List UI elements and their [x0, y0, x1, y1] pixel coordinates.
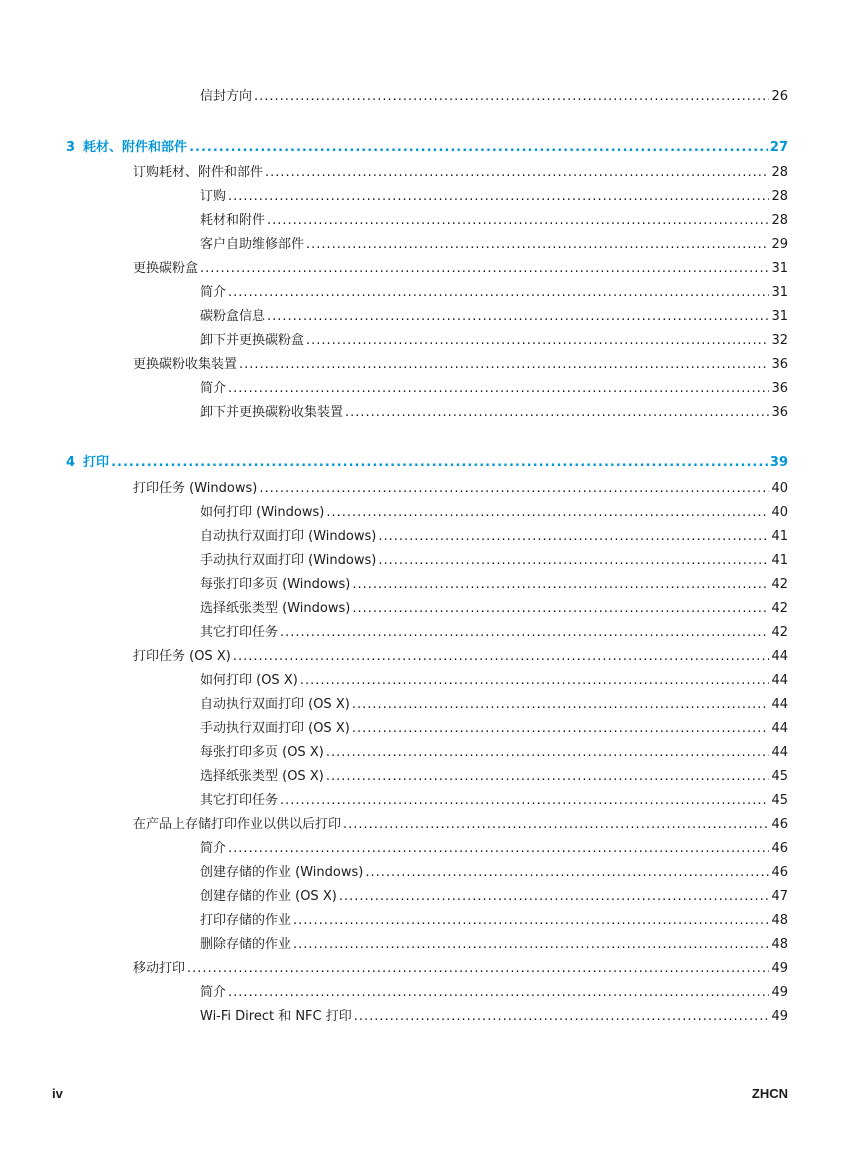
toc-leader-dots — [352, 577, 769, 593]
toc-entry-page: 46 — [771, 865, 788, 880]
toc-leader-dots — [352, 601, 769, 617]
toc-entry-title: 选择纸张类型 (Windows) — [200, 601, 351, 616]
toc-leader-dots — [259, 481, 769, 497]
toc-entry[interactable] — [200, 405, 788, 421]
toc-entry-page: 48 — [771, 913, 788, 928]
toc-entry-page: 46 — [771, 817, 788, 832]
toc-entry-title: 简介 — [200, 985, 227, 1000]
toc-entry-title: 打印任务 (Windows) — [133, 481, 258, 496]
toc-entry-title: 每张打印多页 (Windows) — [200, 577, 351, 592]
toc-entry-page: 27 — [769, 140, 788, 155]
toc-entry-title: 卸下并更换碳粉收集装置 — [200, 405, 344, 420]
toc-leader-dots — [352, 697, 770, 713]
toc-leader-dots — [239, 357, 769, 373]
toc-entry-title: 在产品上存储打印作业以供以后打印 — [133, 817, 342, 832]
toc-entry-title: 其它打印任务 — [200, 625, 279, 640]
toc-entry-title: 创建存储的作业 (Windows) — [200, 865, 364, 880]
toc-entry[interactable] — [200, 285, 788, 301]
toc-leader-dots — [187, 961, 769, 977]
toc-chapter-entry[interactable] — [66, 140, 788, 156]
toc-leader-dots — [339, 889, 770, 905]
chapter-number: 3 — [66, 140, 76, 155]
toc-entry-page: 28 — [771, 189, 788, 204]
toc-entry-page: 46 — [771, 841, 788, 856]
toc-leader-dots — [228, 285, 769, 301]
toc-leader-dots — [228, 985, 769, 1001]
toc-entry[interactable] — [200, 769, 788, 785]
toc-entry-title: 碳粉盒信息 — [200, 309, 266, 324]
page-number-footer: iv — [52, 1086, 63, 1101]
toc-entry-page: 36 — [771, 357, 788, 372]
toc-leader-dots — [300, 673, 770, 689]
toc-leader-dots — [189, 140, 768, 156]
toc-entry-page: 31 — [771, 309, 788, 324]
language-code-footer: ZHCN — [751, 1086, 788, 1101]
toc-entry-title: 创建存储的作业 (OS X) — [200, 889, 337, 904]
toc-entry-title: 更换碳粉收集装置 — [133, 357, 238, 372]
toc-entry-title: 简介 — [200, 285, 227, 300]
toc-entry-page: 44 — [771, 697, 788, 712]
toc-leader-dots — [343, 817, 769, 833]
toc-entry[interactable] — [200, 577, 788, 593]
toc-entry-title: 简介 — [200, 381, 227, 396]
toc-leader-dots — [378, 553, 769, 569]
toc-entry-title: 删除存储的作业 — [200, 937, 292, 952]
toc-entry-title: 订购耗材、附件和部件 — [133, 165, 264, 180]
toc-entry-page: 49 — [771, 961, 788, 976]
toc-leader-dots — [280, 625, 769, 641]
toc-entry-title: 自动执行双面打印 (Windows) — [200, 529, 377, 544]
toc-leader-dots — [378, 529, 769, 545]
toc-entry[interactable] — [200, 913, 788, 929]
toc-entry-page: 49 — [771, 985, 788, 1000]
toc-leader-dots — [306, 333, 769, 349]
toc-entry[interactable] — [200, 505, 788, 521]
chapter-number: 4 — [66, 455, 76, 470]
toc-entry[interactable] — [200, 89, 788, 105]
toc-entry-page: 28 — [771, 165, 788, 180]
toc-entry-page: 40 — [771, 505, 788, 520]
toc-leader-dots — [200, 261, 769, 277]
toc-entry-page: 42 — [771, 577, 788, 592]
toc-entry-page: 26 — [771, 89, 788, 104]
toc-entry-page: 36 — [771, 405, 788, 420]
toc-entry-page: 44 — [771, 745, 788, 760]
toc-entry-title: 选择纸张类型 (OS X) — [200, 769, 324, 784]
toc-entry-title: 信封方向 — [200, 89, 253, 104]
toc-leader-dots — [326, 505, 769, 521]
toc-entry-page: 31 — [771, 285, 788, 300]
toc-entry-page: 47 — [771, 889, 788, 904]
toc-leader-dots — [265, 165, 769, 181]
toc-entry-title: Wi-Fi Direct 和 NFC 打印 — [200, 1009, 352, 1024]
toc-entry-title: 手动执行双面打印 (OS X) — [200, 721, 350, 736]
toc-entry[interactable] — [200, 841, 788, 857]
toc-entry-page: 42 — [771, 601, 788, 616]
toc-entry[interactable] — [133, 649, 788, 665]
toc-entry-title: 移动打印 — [133, 961, 186, 976]
toc-entry[interactable] — [200, 793, 788, 809]
toc-entry[interactable] — [200, 625, 788, 641]
toc-entry[interactable] — [200, 889, 788, 905]
toc-entry-page: 29 — [771, 237, 788, 252]
toc-entry-page: 39 — [769, 455, 788, 470]
toc-leader-dots — [267, 309, 769, 325]
toc-entry[interactable] — [200, 309, 788, 325]
toc-entry[interactable] — [200, 721, 788, 737]
toc-leader-dots — [326, 745, 770, 761]
toc-entry-title: 手动执行双面打印 (Windows) — [200, 553, 377, 568]
toc-entry-page: 49 — [771, 1009, 788, 1024]
toc-leader-dots — [293, 937, 769, 953]
toc-entry-title: 打印 — [83, 455, 110, 470]
toc-entry[interactable] — [133, 961, 788, 977]
toc-leader-dots — [352, 721, 770, 737]
toc-entry[interactable] — [200, 529, 788, 545]
toc-entry-page: 44 — [771, 721, 788, 736]
toc-entry[interactable] — [200, 745, 788, 761]
toc-entry[interactable] — [200, 1009, 788, 1025]
toc-entry-page: 36 — [771, 381, 788, 396]
toc-entry[interactable] — [200, 381, 788, 397]
toc-entry-page: 41 — [771, 529, 788, 544]
toc-leader-dots — [354, 1009, 770, 1025]
toc-entry[interactable] — [200, 237, 788, 253]
toc-leader-dots — [365, 865, 769, 881]
toc-entry-page: 32 — [771, 333, 788, 348]
toc-chapter-entry[interactable] — [66, 455, 788, 471]
toc-entry[interactable] — [200, 697, 788, 713]
toc-entry-page: 42 — [771, 625, 788, 640]
toc-leader-dots — [306, 237, 769, 253]
toc-entry-title: 打印任务 (OS X) — [133, 649, 231, 664]
toc-entry[interactable] — [200, 985, 788, 1001]
toc-entry[interactable] — [200, 865, 788, 881]
toc-entry-title: 简介 — [200, 841, 227, 856]
toc-leader-dots — [233, 649, 770, 665]
toc-entry-title: 自动执行双面打印 (OS X) — [200, 697, 350, 712]
toc-entry[interactable] — [200, 189, 788, 205]
toc-leader-dots — [280, 793, 769, 809]
toc-entry-title: 更换碳粉盒 — [133, 261, 199, 276]
toc-entry[interactable] — [133, 357, 788, 373]
toc-leader-dots — [111, 455, 768, 471]
toc-leader-dots — [228, 841, 769, 857]
toc-entry[interactable] — [200, 553, 788, 569]
toc-entry-page: 48 — [771, 937, 788, 952]
toc-leader-dots — [228, 381, 769, 397]
toc-entry-title: 如何打印 (OS X) — [200, 673, 298, 688]
toc-entry-title: 卸下并更换碳粉盒 — [200, 333, 305, 348]
toc-entry-title: 耗材和附件 — [200, 213, 266, 228]
toc-entry-page: 28 — [771, 213, 788, 228]
toc-leader-dots — [228, 189, 769, 205]
toc-entry-title: 打印存储的作业 — [200, 913, 292, 928]
toc-entry[interactable] — [200, 601, 788, 617]
toc-entry-page: 45 — [771, 769, 788, 784]
toc-leader-dots — [326, 769, 770, 785]
toc-entry-title: 订购 — [200, 189, 227, 204]
toc-entry[interactable] — [200, 673, 788, 689]
toc-entry[interactable] — [200, 937, 788, 953]
toc-entry[interactable] — [133, 481, 788, 497]
toc-entry[interactable] — [133, 817, 788, 833]
toc-entry-page: 40 — [771, 481, 788, 496]
toc-leader-dots — [254, 89, 769, 105]
toc-entry-page: 44 — [771, 649, 788, 664]
toc-entry-page: 41 — [771, 553, 788, 568]
toc-entry[interactable] — [133, 165, 788, 181]
toc-leader-dots — [345, 405, 769, 421]
toc-leader-dots — [293, 913, 769, 929]
toc-entry-title: 如何打印 (Windows) — [200, 505, 325, 520]
toc-leader-dots — [267, 213, 769, 229]
toc-entry[interactable] — [200, 333, 788, 349]
toc-entry-title: 客户自助维修部件 — [200, 237, 305, 252]
toc-entry-page: 44 — [771, 673, 788, 688]
toc-entry-title: 耗材、附件和部件 — [83, 140, 188, 155]
toc-entry[interactable] — [200, 213, 788, 229]
toc-entry[interactable] — [133, 261, 788, 277]
toc-entry-page: 31 — [771, 261, 788, 276]
toc-entry-title: 其它打印任务 — [200, 793, 279, 808]
toc-entry-title: 每张打印多页 (OS X) — [200, 745, 324, 760]
toc-entry-page: 45 — [771, 793, 788, 808]
